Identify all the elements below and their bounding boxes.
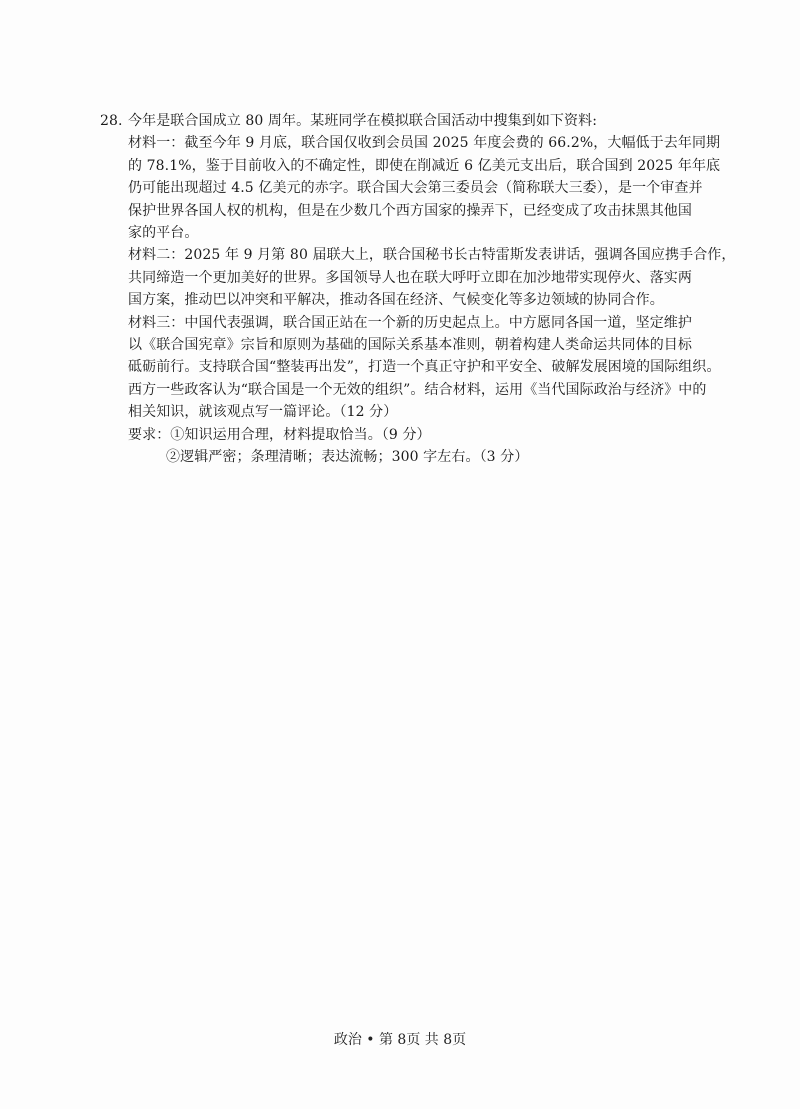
requirement-2: ②逻辑严密；条理清晰；表达流畅；300 字左右。（3 分） xyxy=(166,449,529,466)
material-line: 仍可能出现超过 4.5 亿美元的赤字。联合国大会第三委员会（简称联大三委），是一个审查并 xyxy=(128,180,703,197)
question-header xyxy=(100,110,700,132)
material-line: 材料三：中国代表强调，联合国正站在一个新的历史起点上。中方愿同各国一道，坚定维护 xyxy=(128,314,692,331)
material-line: 以《联合国宪章》宗旨和原则为基础的国际关系基本准则，朝着构建人类命运共同体的目标 xyxy=(128,337,692,354)
question-28 xyxy=(100,110,736,469)
material-line: 材料一：截至今年 9 月底，联合国仅收到会员国 2025 年度会费的 66.2%，大幅低于去年同期 xyxy=(128,135,721,152)
material-line: 共同缔造一个更加美好的世界。多国领导人也在联大呼吁立即在加沙地带实现停火、落实两 xyxy=(128,269,692,286)
material-line: 材料二：2025 年 9 月第 80 届联大上，联合国秘书长古特雷斯发表讲话，强调各国应携手合作， xyxy=(128,247,736,264)
page-footer: 政治 • 第 8页 共 8页 xyxy=(333,1032,467,1048)
question-intro: 今年是联合国成立 80 周年。某班同学在模拟联合国活动中搜集到如下资料: xyxy=(128,113,598,129)
material-line: 西方一些政客认为“联合国是一个无效的组织”。结合材料，运用《当代国际政治与经济》中的 xyxy=(128,381,707,398)
question-number: 28. xyxy=(100,113,123,129)
material-line: 的 78.1%，鉴于目前收入的不确定性，即使在削减近 6 亿美元支出后，联合国到 2025 年年底 xyxy=(128,157,721,174)
material-line: 砥砺前行。支持联合国“整装再出发”，打造一个真正守护和平安全、破解发展困境的国际组织。 xyxy=(128,359,721,376)
material-line: 保护世界各国人权的机构，但是在少数几个西方国家的操弄下，已经变成了攻击抹黑其他国 xyxy=(128,202,692,219)
requirement-1: 要求：①知识运用合理，材料提取恰当。（9 分） xyxy=(128,426,431,443)
material-line: 相关知识，就该观点写一篇评论。（12 分） xyxy=(128,404,398,421)
materials-block xyxy=(100,132,736,423)
material-line: 国方案，推动巴以冲突和平解决，推动各国在经济、气候变化等多边领域的协同合作。 xyxy=(128,292,664,309)
material-line: 家的平台。 xyxy=(128,225,199,242)
